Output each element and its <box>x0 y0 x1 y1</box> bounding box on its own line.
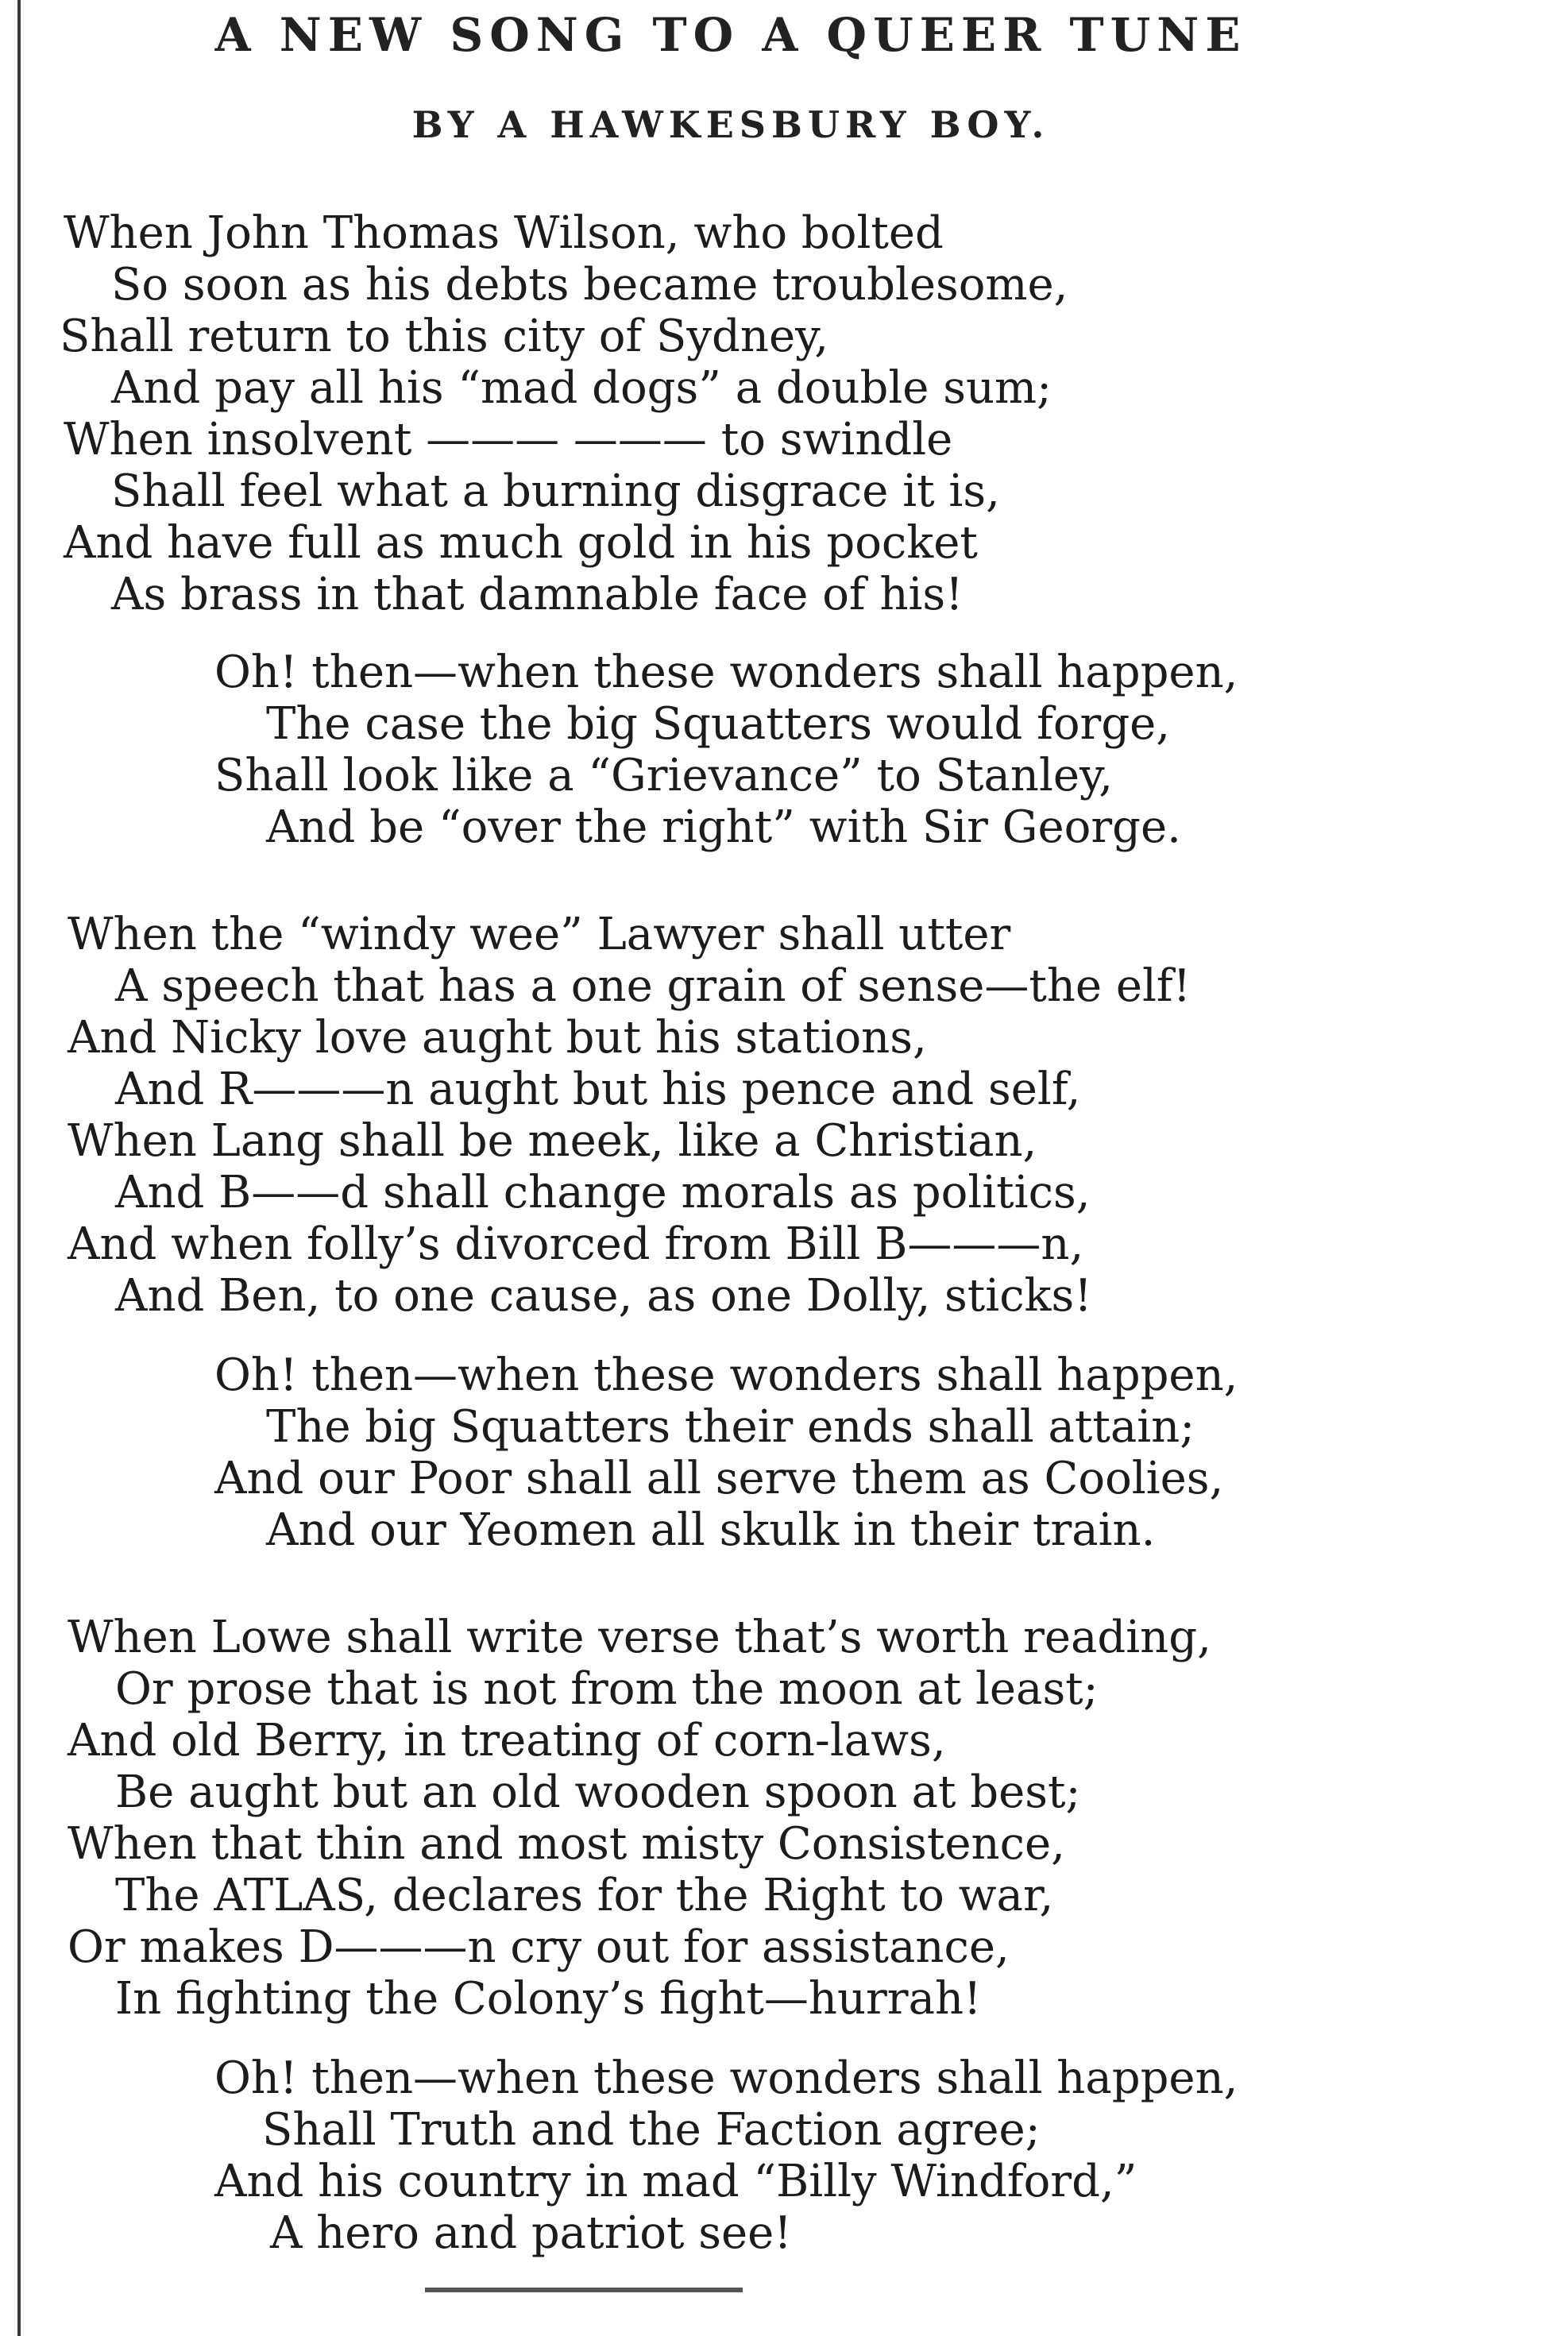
verse-line: When Lang shall be meek, like a Christian, <box>68 1115 1037 1167</box>
chorus-line: The case the big Squatters would forge, <box>266 698 1171 750</box>
verse-line: A speech that has a one grain of sense—the elf! <box>115 960 1191 1012</box>
verse-line: When the “windy wee” Lawyer shall utter <box>68 909 1011 960</box>
verse-line: When that thin and most misty Consistence, <box>68 1818 1065 1870</box>
verse-line: And pay all his “mad dogs” a double sum; <box>111 362 1052 414</box>
chorus-line: Shall Truth and the Faction agree; <box>262 2104 1041 2156</box>
verse-line: In fighting the Colony’s fight—hurrah! <box>115 1973 982 2025</box>
chorus-line: A hero and patriot see! <box>270 2207 792 2259</box>
chorus-line: And our Yeomen all skulk in their train. <box>266 1504 1156 1556</box>
verse-line: When Lowe shall write verse that’s worth reading, <box>68 1612 1211 1663</box>
verse-line: And Ben, to one cause, as one Dolly, sticks! <box>115 1270 1092 1322</box>
chorus-line: And his country in mad “Billy Windford,” <box>214 2156 1137 2207</box>
verse-line: Be aught but an old wooden spoon at best; <box>115 1766 1081 1818</box>
chorus-line: Oh! then—when these wonders shall happen, <box>214 1349 1238 1401</box>
chorus-line: And our Poor shall all serve them as Coolies, <box>214 1453 1224 1504</box>
verse-line: And B——d shall change morals as politics, <box>115 1167 1091 1218</box>
verse-line: And R———n aught but his pence and self, <box>115 1064 1081 1115</box>
verse-line: And have full as much gold in his pocket <box>64 517 978 569</box>
verse-line: And old Berry, in treating of corn-laws, <box>68 1715 946 1766</box>
verse-line: The ATLAS, declares for the Right to war, <box>115 1870 1054 1921</box>
verse-line: As brass in that damnable face of his! <box>111 569 964 620</box>
chorus-line: Oh! then—when these wonders shall happen, <box>214 2052 1238 2104</box>
chorus-line: The big Squatters their ends shall attain; <box>266 1401 1195 1453</box>
closing-rule <box>425 2288 743 2292</box>
chorus-line: Shall look like a “Grievance” to Stanley, <box>214 750 1113 801</box>
chorus-line: And be “over the right” with Sir George. <box>266 801 1181 853</box>
verse-line: And when folly’s divorced from Bill B———n, <box>68 1218 1084 1270</box>
verse-line: So soon as his debts became troublesome, <box>111 259 1068 311</box>
verse-line: Shall feel what a burning disgrace it is, <box>111 465 1000 517</box>
verse-line: And Nicky love aught but his stations, <box>68 1012 927 1064</box>
verse-line: Or prose that is not from the moon at least; <box>115 1663 1099 1715</box>
chorus-line: Oh! then—when these wonders shall happen, <box>214 647 1238 698</box>
verse-line: Shall return to this city of Sydney, <box>60 311 829 362</box>
verse-line: Or makes D———n cry out for assistance, <box>68 1921 1010 1973</box>
left-column-rule <box>17 0 21 2336</box>
song-byline: BY A HAWKESBURY BOY. <box>411 103 1050 146</box>
verse-line: When insolvent ——— ——— to swindle <box>64 414 953 465</box>
verse-line: When John Thomas Wilson, who bolted <box>64 207 944 259</box>
song-title: A NEW SONG TO A QUEER TUNE <box>214 8 1247 62</box>
